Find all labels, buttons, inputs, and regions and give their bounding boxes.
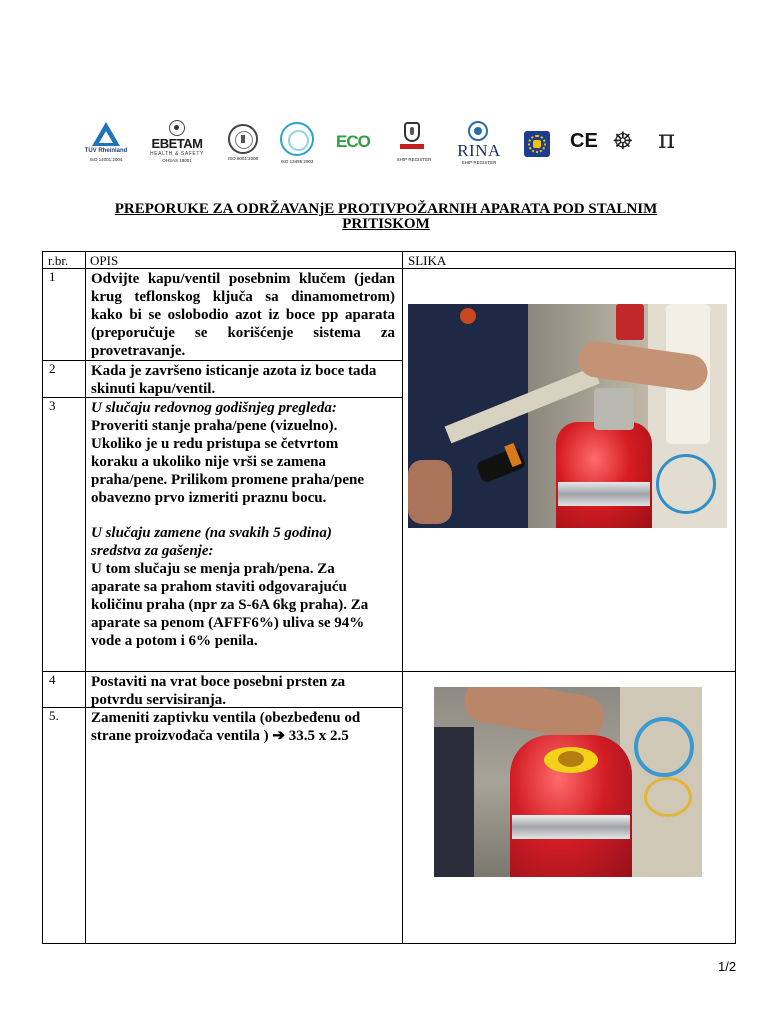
ekoiso-logo: ISO 13485:2003 bbox=[278, 122, 316, 166]
header-opis: OPIS bbox=[90, 253, 119, 268]
step-3-replacement-heading: U slučaju zamene (na svakih 5 godina) sredstva za gašenje: bbox=[91, 525, 332, 559]
row-number: 2 bbox=[49, 361, 56, 376]
row-number: 3 bbox=[49, 398, 56, 413]
row-number: 4 bbox=[49, 672, 56, 687]
row-number: 5. bbox=[49, 708, 59, 723]
ebetam-logo: EBETAM HEALTH & SAFETY OHSAS 18001 bbox=[148, 120, 206, 167]
page-number: 1/2 bbox=[718, 959, 737, 974]
eco-logo: ECO bbox=[336, 132, 370, 151]
step-3-annual-heading: U slučaju redovnog godišnjeg pregleda: bbox=[91, 400, 337, 416]
photo-unscrewing-valve bbox=[408, 304, 727, 528]
rina-logo: RINA SHIP REGISTER bbox=[453, 121, 505, 166]
tuv-rheinland-logo: TÜV Rheinland ISO 14001:2004 bbox=[84, 122, 128, 167]
document-title: PREPORUKE ZA ODRŽAVANjE PROTIVPOŽARNIH APARATA POD STALNIM PRITISKOM bbox=[114, 201, 658, 232]
ce-mark-logo: CE bbox=[570, 130, 598, 152]
step-2-text: Kada je završeno isticanje azota iz boce tada skinuti kapu/ventil. bbox=[91, 363, 377, 397]
step-3-replacement-text: U tom slučaju se menja prah/pena. Za aparate sa prahom staviti odgovarajuću količinu praha (npr za S-6A 6kg praha). Za aparate sa penom (AFFF6%) uliva se 94% vode a potom i 6% penila. bbox=[91, 561, 369, 649]
row-number: 1 bbox=[49, 269, 56, 284]
header-rbr: r.br. bbox=[48, 253, 69, 268]
iso-9001-logo: ISO 9001:2008 bbox=[224, 124, 262, 164]
step-4-text: Postaviti na vrat boce posebni prsten za potvrdu servisiranja. bbox=[91, 674, 346, 708]
header-slika: SLIKA bbox=[408, 253, 447, 268]
pi-mark-logo: π bbox=[658, 125, 676, 155]
eu-marking-logo bbox=[524, 131, 550, 157]
bureau-veritas-logo: SHIP REGISTER bbox=[400, 122, 426, 166]
photo-extinguisher-neck-ring bbox=[434, 687, 702, 877]
step-3-text bbox=[91, 399, 381, 650]
step-1-text: Odvijte kapu/ventil posebnim klučem (jedan krug teflonskog ključa sa dinamometrom) kako bi se oslobodio azot iz boce pp aparata (preporučuje se korišćenje sistema za provetravanje. bbox=[91, 271, 395, 359]
step-3-annual-text: Proveriti stanje praha/pene (vizuelno). Ukoliko je u redu pristupa se četvrtom koraku a ukoliko nije vrši se zamena praha/pene. Prilikom promene praha/pene obavezno prvo izmeriti praznu bocu. bbox=[91, 418, 365, 506]
step-5-text: Zameniti zaptivku ventila (obezbeđenu od strane proizvođača ventila ) ➔ 33.5 x 2.5 bbox=[91, 710, 361, 744]
ship-wheel-logo: ☸ bbox=[612, 127, 634, 155]
